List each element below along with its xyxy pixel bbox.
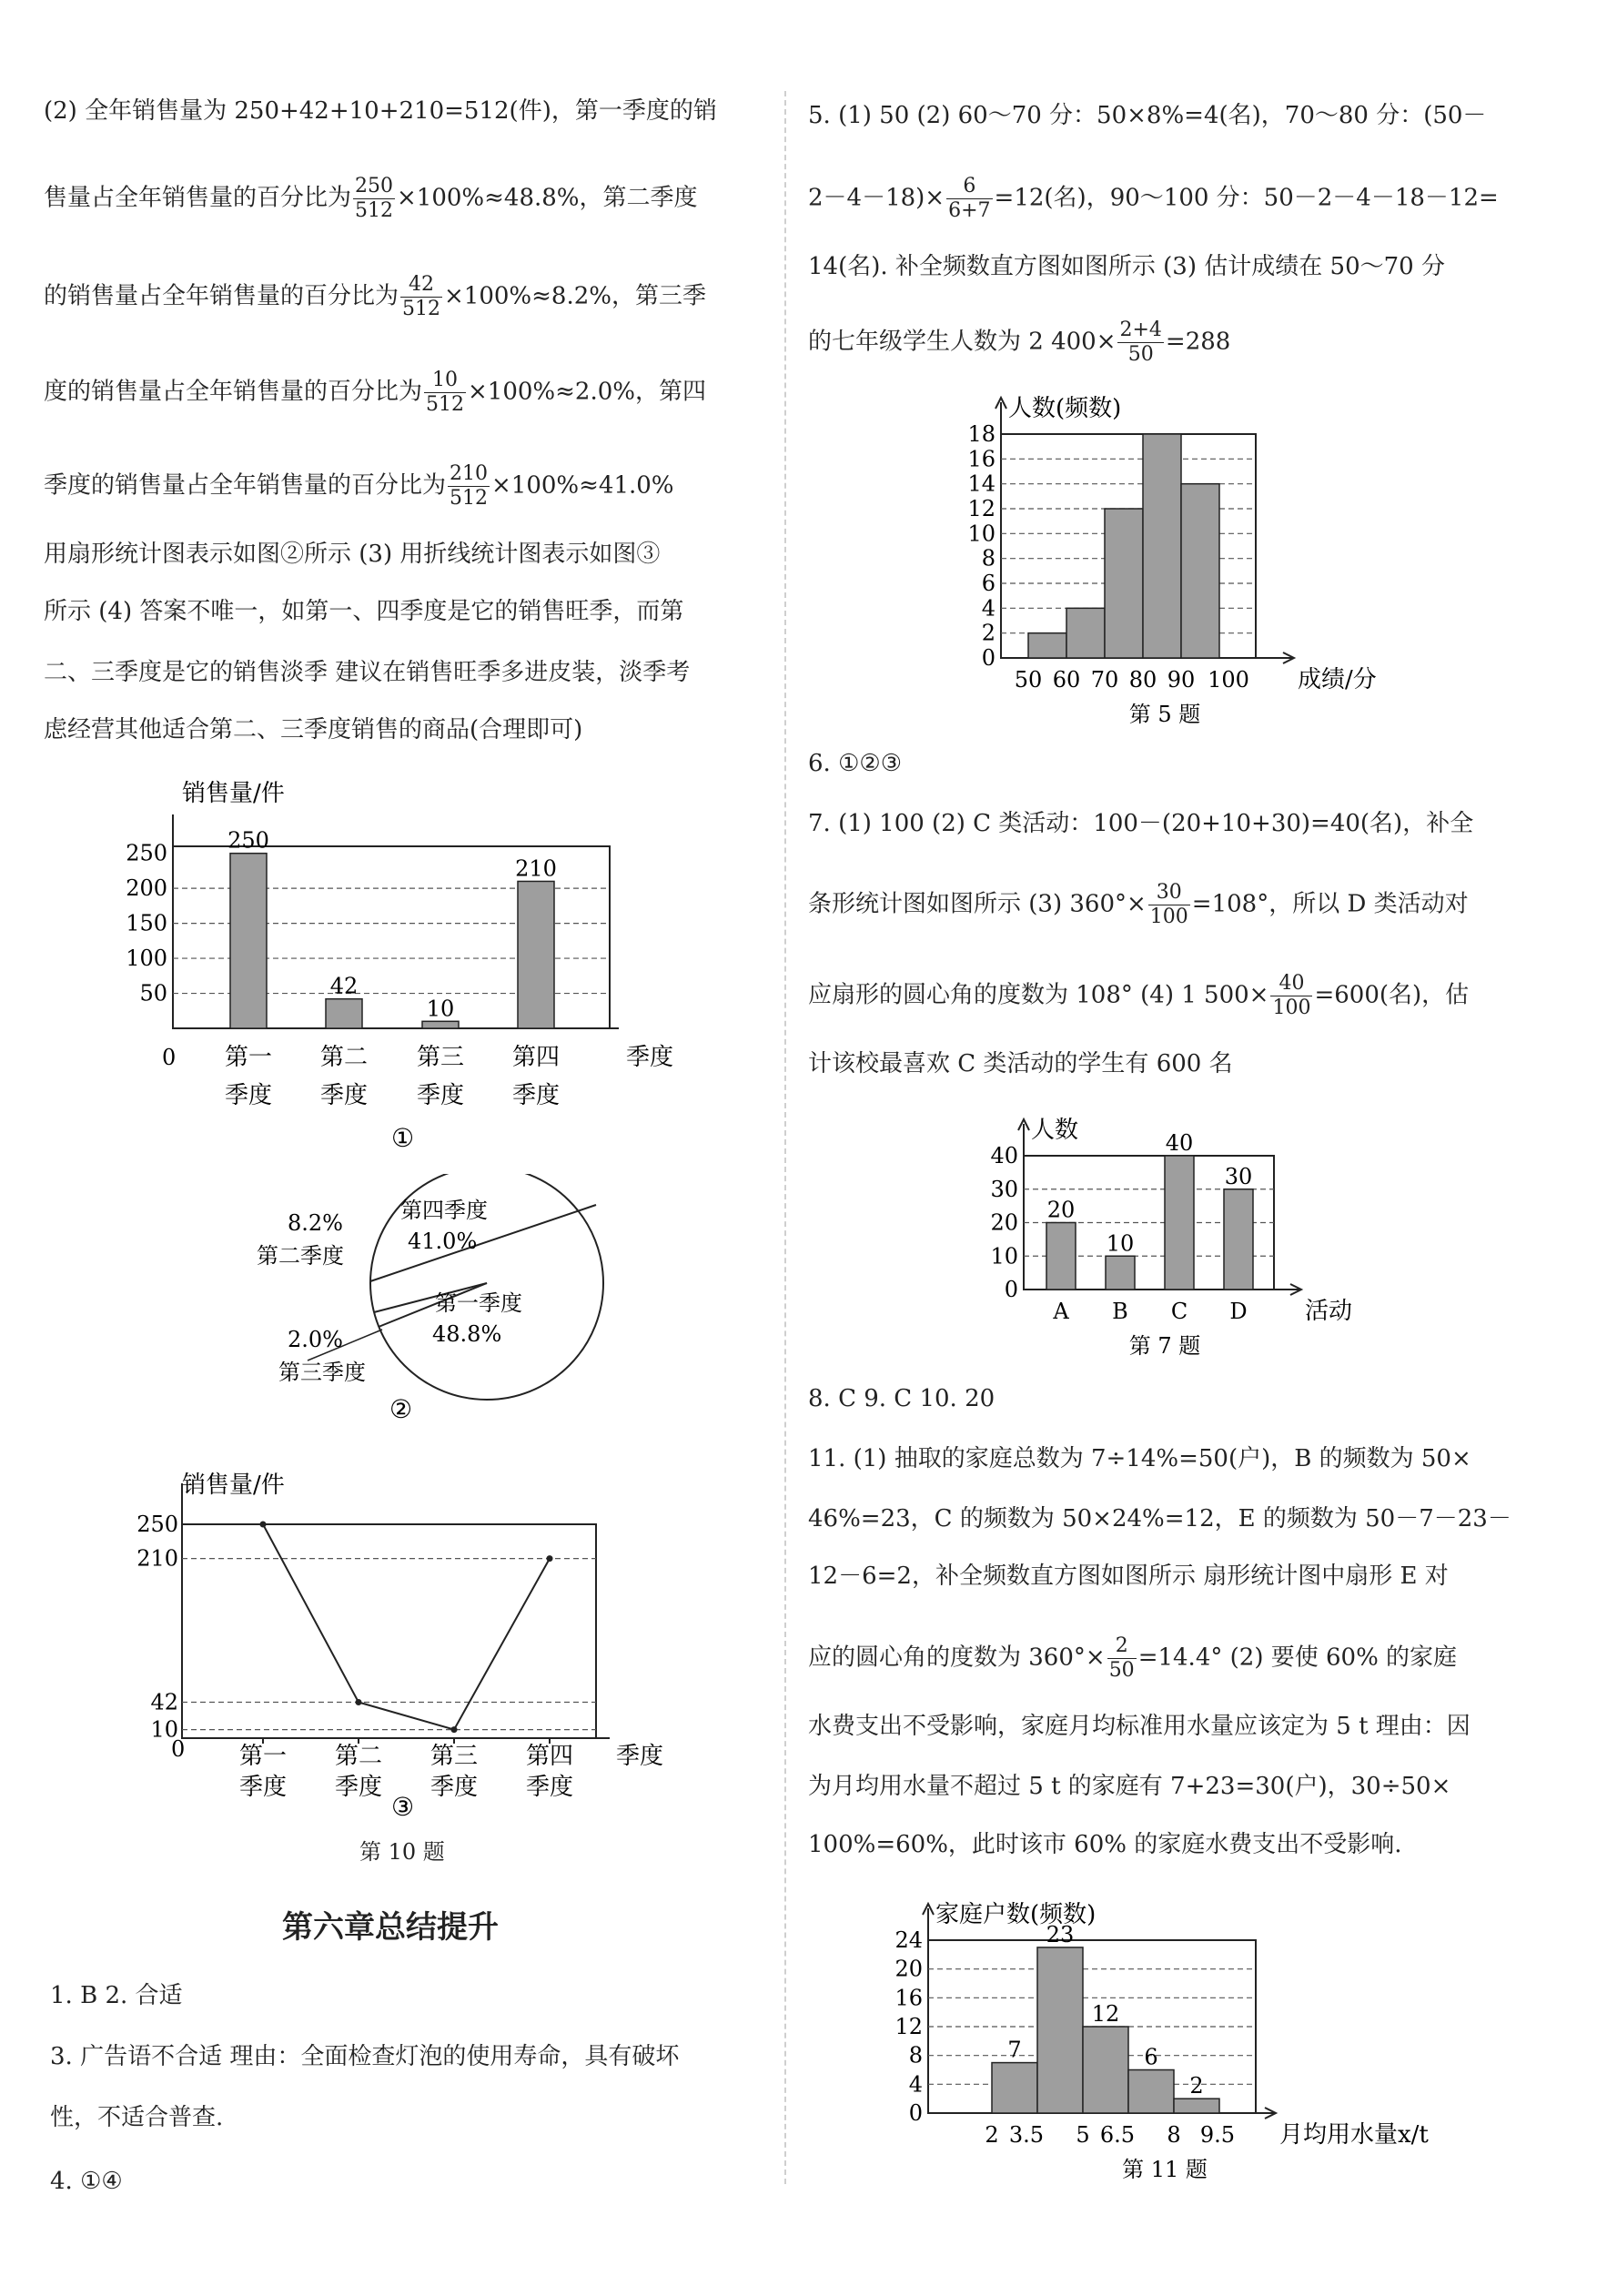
pie-label-q4-pct: 41.0% — [408, 1229, 478, 1254]
pie-label-q2-name: 第二季度 — [257, 1243, 344, 1269]
y-tick-label: 0 — [908, 2100, 923, 2126]
text-line: 100%=60%，此时该市 60% 的家庭水费支出不受影响. — [808, 1831, 1402, 1858]
x-tick-label: 50 — [1014, 667, 1043, 693]
x-tick-label: D — [1229, 1299, 1248, 1324]
bar — [1174, 2099, 1219, 2113]
numerator: 210 — [450, 462, 489, 485]
y-tick-label: 18 — [967, 421, 996, 447]
numerator: 2 — [1107, 1634, 1137, 1659]
x-tick-label: 第三 — [430, 1743, 479, 1770]
x-tick-label: 第一 — [224, 1044, 273, 1071]
pie-divider-3 — [370, 1281, 487, 1283]
text-line — [808, 319, 1230, 367]
y-tick-label: 8 — [981, 545, 996, 571]
numerator: 2+4 — [1119, 319, 1162, 341]
bar — [1105, 509, 1143, 658]
y-tick-label: 50 — [139, 980, 167, 1006]
text-line: 用扇形统计图表示如图②所示 (3) 用折线统计图表示如图③ — [44, 541, 661, 568]
x-tick-label: 2 — [985, 2122, 999, 2148]
text-line — [44, 175, 698, 223]
fraction — [400, 273, 442, 321]
y-tick-label: 10 — [150, 1716, 178, 1743]
y-tick-label: 8 — [908, 2042, 923, 2068]
y-axis-label: 人数(频数) — [1008, 395, 1122, 422]
bar — [1028, 633, 1066, 658]
y-tick-label: 14 — [967, 470, 996, 497]
text-span: =288 — [1165, 328, 1231, 356]
section-title: 第六章总结提升 — [282, 1909, 499, 1946]
numerator: 6 — [946, 175, 992, 199]
pie-label-q3-name: 第三季度 — [278, 1360, 366, 1385]
text-span: 应扇形的圆心角的度数为 108° (4) 1 500× — [808, 981, 1269, 1009]
text-line — [808, 1634, 1457, 1683]
text-span: 季度的销售量占全年销售量的百分比为 — [44, 471, 447, 500]
text-span: 的七年级学生人数为 2 400× — [808, 328, 1117, 356]
text-span: 2－4－18)× — [808, 184, 945, 212]
column-divider — [784, 91, 786, 2184]
data-point — [356, 1699, 362, 1705]
answer-line: 3. 广告语不合适 理由：全面检查灯泡的使用寿命，具有破坏 — [50, 2043, 680, 2070]
origin-label: 0 — [171, 1736, 186, 1762]
figure-caption: 第 7 题 — [1128, 1333, 1201, 1359]
line-chart-plot — [136, 1483, 610, 1801]
bar — [1181, 484, 1219, 658]
bar — [422, 1021, 459, 1028]
bar-value-label: 10 — [426, 996, 455, 1022]
numerator: 250 — [355, 175, 394, 197]
denominator: 50 — [1108, 1659, 1135, 1682]
text-span: =600(名)，估 — [1314, 981, 1470, 1009]
text-span: 售量占全年销售量的百分比为 — [44, 184, 352, 212]
pie-label-q1-pct: 48.8% — [432, 1321, 502, 1347]
denominator: 6+7 — [948, 199, 991, 222]
fraction — [1270, 972, 1312, 1020]
text-line: (2) 全年销售量为 250+42+10+210=512(件)，第一季度的销 — [44, 97, 717, 125]
fraction — [448, 462, 490, 511]
y-tick-label: 12 — [894, 2014, 923, 2039]
origin-label: 0 — [162, 1045, 177, 1070]
bar-value-label: 12 — [1091, 2001, 1120, 2027]
x-tick-label: 9.5 — [1199, 2122, 1236, 2148]
bar — [1083, 2027, 1128, 2113]
numerator: 30 — [1148, 881, 1190, 905]
fraction — [353, 175, 395, 223]
bar — [326, 999, 362, 1028]
bar — [1128, 2070, 1174, 2114]
x-axis-label: 月均用水量x/t — [1279, 2121, 1429, 2149]
text-span: ×100%≈48.8%，第二季度 — [397, 184, 698, 212]
y-tick-label: 30 — [990, 1176, 1018, 1202]
y-tick-label: 12 — [967, 496, 996, 521]
x-tick-label: 3.5 — [1008, 2122, 1045, 2148]
data-point — [451, 1726, 458, 1733]
text-line: 水费支出不受影响，家庭月均标准用水量应该定为 5 t 理由：因 — [808, 1713, 1471, 1740]
x-tick-label: 8 — [1167, 2122, 1181, 2148]
answer-line: 性，不适合普查. — [50, 2104, 224, 2131]
text-line: 7. (1) 100 (2) C 类活动：100－(20+10+30)=40(名)，补全 — [808, 810, 1474, 837]
text-line: 二、三季度是它的销售淡季 建议在销售旺季多进皮装，淡季考 — [44, 659, 691, 686]
text-span: 条形统计图如图所示 (3) 360°× — [808, 890, 1147, 918]
y-tick-label: 0 — [1004, 1277, 1018, 1302]
y-tick-label: 42 — [150, 1689, 178, 1715]
x-axis-label: 成绩/分 — [1298, 666, 1377, 693]
text-line — [808, 175, 1499, 223]
figure5-histogram — [937, 387, 1447, 737]
figure10-bar-chart — [91, 774, 710, 1156]
y-tick-label: 40 — [990, 1143, 1018, 1168]
text-line: 14(名). 补全频数直方图如图所示 (3) 估计成绩在 50～70 分 — [808, 253, 1445, 280]
x-tick-label: 90 — [1167, 667, 1196, 693]
denominator: 100 — [1272, 996, 1311, 1019]
text-line — [808, 972, 1469, 1020]
x-tick-label: 第四 — [525, 1743, 574, 1770]
x-tick-label: B — [1112, 1299, 1128, 1324]
bar-value-label: 40 — [1165, 1130, 1194, 1156]
y-tick-label: 250 — [126, 840, 167, 866]
series-line — [263, 1524, 550, 1730]
pie-label-q3-pct: 2.0% — [288, 1327, 343, 1352]
y-tick-label: 4 — [908, 2071, 923, 2098]
text-span: ×100%≈41.0% — [491, 471, 674, 500]
x-tick-label: 季度 — [430, 1774, 479, 1801]
bar-value-label: 20 — [1046, 1197, 1076, 1223]
x-tick-label: 第二 — [319, 1044, 369, 1071]
numerator: 10 — [424, 369, 466, 393]
text-line: 所示 (4) 答案不唯一，如第一、四季度是它的销售旺季，而第 — [44, 598, 684, 625]
x-tick-label: 80 — [1128, 667, 1157, 693]
figure7-bar-chart — [965, 1097, 1383, 1370]
y-tick-label: 16 — [894, 1985, 923, 2011]
text-line: 8. C 9. C 10. 20 — [808, 1385, 996, 1412]
figure-number: ② — [389, 1394, 413, 1424]
pie-label-q4-name: 第四季度 — [400, 1198, 488, 1223]
y-tick-label: 210 — [136, 1545, 178, 1572]
fraction — [424, 369, 466, 417]
figure-caption: 第 10 题 — [359, 1839, 445, 1865]
text-line — [808, 881, 1469, 929]
figure10-pie-chart — [237, 1174, 619, 1429]
y-tick-label: 24 — [894, 1927, 923, 1953]
text-line: 12－6=2，补全频数直方图如图所示 扇形统计图中扇形 E 对 — [808, 1563, 1449, 1590]
x-tick-label: 100 — [1208, 667, 1249, 693]
pie-labels — [257, 1198, 522, 1424]
text-line — [44, 462, 674, 511]
y-tick-label: 150 — [126, 910, 167, 936]
bar-value-label: 250 — [227, 827, 269, 854]
text-line: 6. ①②③ — [808, 750, 902, 777]
fraction — [1117, 319, 1163, 367]
text-span: 应的圆心角的度数为 360°× — [808, 1644, 1106, 1672]
y-tick-label: 200 — [126, 875, 167, 902]
y-tick-label: 6 — [981, 571, 996, 596]
text-span: 的销售量占全年销售量的百分比为 — [44, 282, 399, 310]
y-tick-label: 10 — [967, 521, 996, 547]
bar-chart-plot — [126, 814, 619, 1109]
fraction — [946, 175, 992, 223]
x-tick-label: 第三 — [416, 1044, 465, 1071]
x-tick-label: A — [1053, 1299, 1069, 1324]
x-tick-label: 季度 — [525, 1774, 574, 1801]
bar — [1037, 1947, 1083, 2113]
y-axis-label: 人数 — [1031, 1117, 1079, 1144]
x-axis-label: 季度 — [626, 1044, 674, 1071]
figure10-line-chart — [91, 1465, 710, 1829]
bar — [1224, 1189, 1253, 1290]
text-line — [44, 273, 706, 321]
x-tick-label: 季度 — [416, 1082, 465, 1109]
bar-value-label: 23 — [1046, 1921, 1075, 1947]
denominator: 50 — [1127, 343, 1154, 366]
text-line: 计该校最喜欢 C 类活动的学生有 600 名 — [808, 1050, 1233, 1077]
bar — [1143, 434, 1181, 658]
denominator: 100 — [1149, 905, 1188, 928]
bar — [1046, 1223, 1076, 1290]
answer-line: 4. ①④ — [50, 2168, 123, 2195]
x-tick-label: 季度 — [511, 1082, 561, 1109]
plot-frame — [182, 1524, 596, 1738]
x-tick-label: 季度 — [224, 1082, 273, 1109]
x-tick-label: C — [1170, 1299, 1188, 1324]
figure-number: ① — [391, 1123, 415, 1153]
x-tick-label: 6.5 — [1099, 2122, 1136, 2148]
y-tick-label: 10 — [990, 1243, 1018, 1269]
bar — [518, 881, 554, 1028]
text-span: ×100%≈8.2%，第三季 — [444, 282, 706, 310]
text-line: 11. (1) 抽取的家庭总数为 7÷14%=50(户)，B 的频数为 50× — [808, 1445, 1471, 1472]
bar — [1066, 608, 1105, 658]
y-tick-label: 250 — [136, 1512, 178, 1537]
y-tick-label: 2 — [981, 620, 996, 646]
text-span: =108°，所以 D 类活动对 — [1191, 890, 1469, 918]
figure-caption: 第 5 题 — [1128, 702, 1201, 727]
x-tick-label: 第一 — [238, 1743, 288, 1770]
x-tick-label: 季度 — [238, 1774, 288, 1801]
figure-number: ③ — [391, 1792, 415, 1822]
x-tick-label: 季度 — [319, 1082, 369, 1109]
bar — [1106, 1256, 1135, 1290]
denominator: 512 — [450, 487, 489, 510]
x-axis-label: 活动 — [1305, 1298, 1353, 1325]
pie-label-q2-pct: 8.2% — [288, 1210, 343, 1236]
bar — [1165, 1156, 1194, 1290]
numerator: 40 — [1270, 972, 1312, 996]
text-span: =14.4° (2) 要使 60% 的家庭 — [1137, 1644, 1458, 1672]
x-tick-label: 季度 — [334, 1774, 383, 1801]
text-line: 虑经营其他适合第二、三季度销售的商品(合理即可) — [44, 716, 583, 743]
data-point — [260, 1522, 267, 1528]
y-axis-label: 家庭户数(频数) — [935, 1901, 1097, 1928]
text-line: 5. (1) 50 (2) 60～70 分：50×8%=4(名)，70～80 分：(50－ — [808, 102, 1487, 129]
y-axis-label: 销售量/件 — [182, 1472, 285, 1499]
y-tick-label: 4 — [981, 595, 996, 622]
denominator: 512 — [355, 199, 394, 222]
bar — [992, 2063, 1037, 2113]
text-span: =12(名)，90～100 分：50－2－4－18－12= — [994, 184, 1499, 212]
denominator: 512 — [402, 298, 441, 320]
x-tick-label: 第二 — [334, 1743, 383, 1770]
data-point — [547, 1555, 553, 1562]
x-tick-label: 第四 — [511, 1044, 561, 1071]
bar-value-label: 7 — [1007, 2037, 1022, 2063]
bar-value-label: 30 — [1224, 1163, 1253, 1189]
text-span: ×100%≈2.0%，第四 — [468, 378, 706, 406]
bar — [230, 854, 267, 1028]
x-tick-label: 60 — [1052, 667, 1081, 693]
bar-value-label: 6 — [1144, 2044, 1158, 2070]
fraction — [1148, 881, 1190, 929]
answer-line: 1. B 2. 合适 — [50, 1982, 183, 2009]
pie-label-q1-name: 第一季度 — [435, 1290, 522, 1316]
bar-value-label: 42 — [329, 973, 359, 999]
text-line — [44, 369, 706, 417]
y-tick-label: 16 — [967, 446, 996, 472]
y-axis-label: 销售量/件 — [182, 780, 285, 807]
y-tick-label: 20 — [990, 1209, 1018, 1236]
x-tick-label: 5 — [1076, 2122, 1090, 2148]
x-tick-label: 70 — [1090, 667, 1119, 693]
fraction — [1107, 1634, 1137, 1683]
bar-value-label: 2 — [1189, 2073, 1204, 2099]
y-tick-label: 0 — [981, 645, 996, 671]
y-tick-label: 100 — [126, 946, 167, 972]
y-tick-label: 20 — [894, 1956, 923, 1982]
text-span: 度的销售量占全年销售量的百分比为 — [44, 378, 423, 406]
figure11-histogram — [874, 1875, 1456, 2202]
x-axis-label: 季度 — [616, 1743, 664, 1770]
denominator: 512 — [426, 393, 465, 416]
text-line: 46%=23，C 的频数为 50×24%=12，E 的频数为 50－7－23－ — [808, 1505, 1511, 1532]
numerator: 42 — [400, 273, 442, 298]
text-line: 为月均用水量不超过 5 t 的家庭有 7+23=30(户)，30÷50× — [808, 1773, 1451, 1800]
bar-value-label: 10 — [1106, 1230, 1135, 1257]
figure-caption: 第 11 题 — [1122, 2157, 1208, 2182]
bar-value-label: 210 — [515, 855, 557, 882]
